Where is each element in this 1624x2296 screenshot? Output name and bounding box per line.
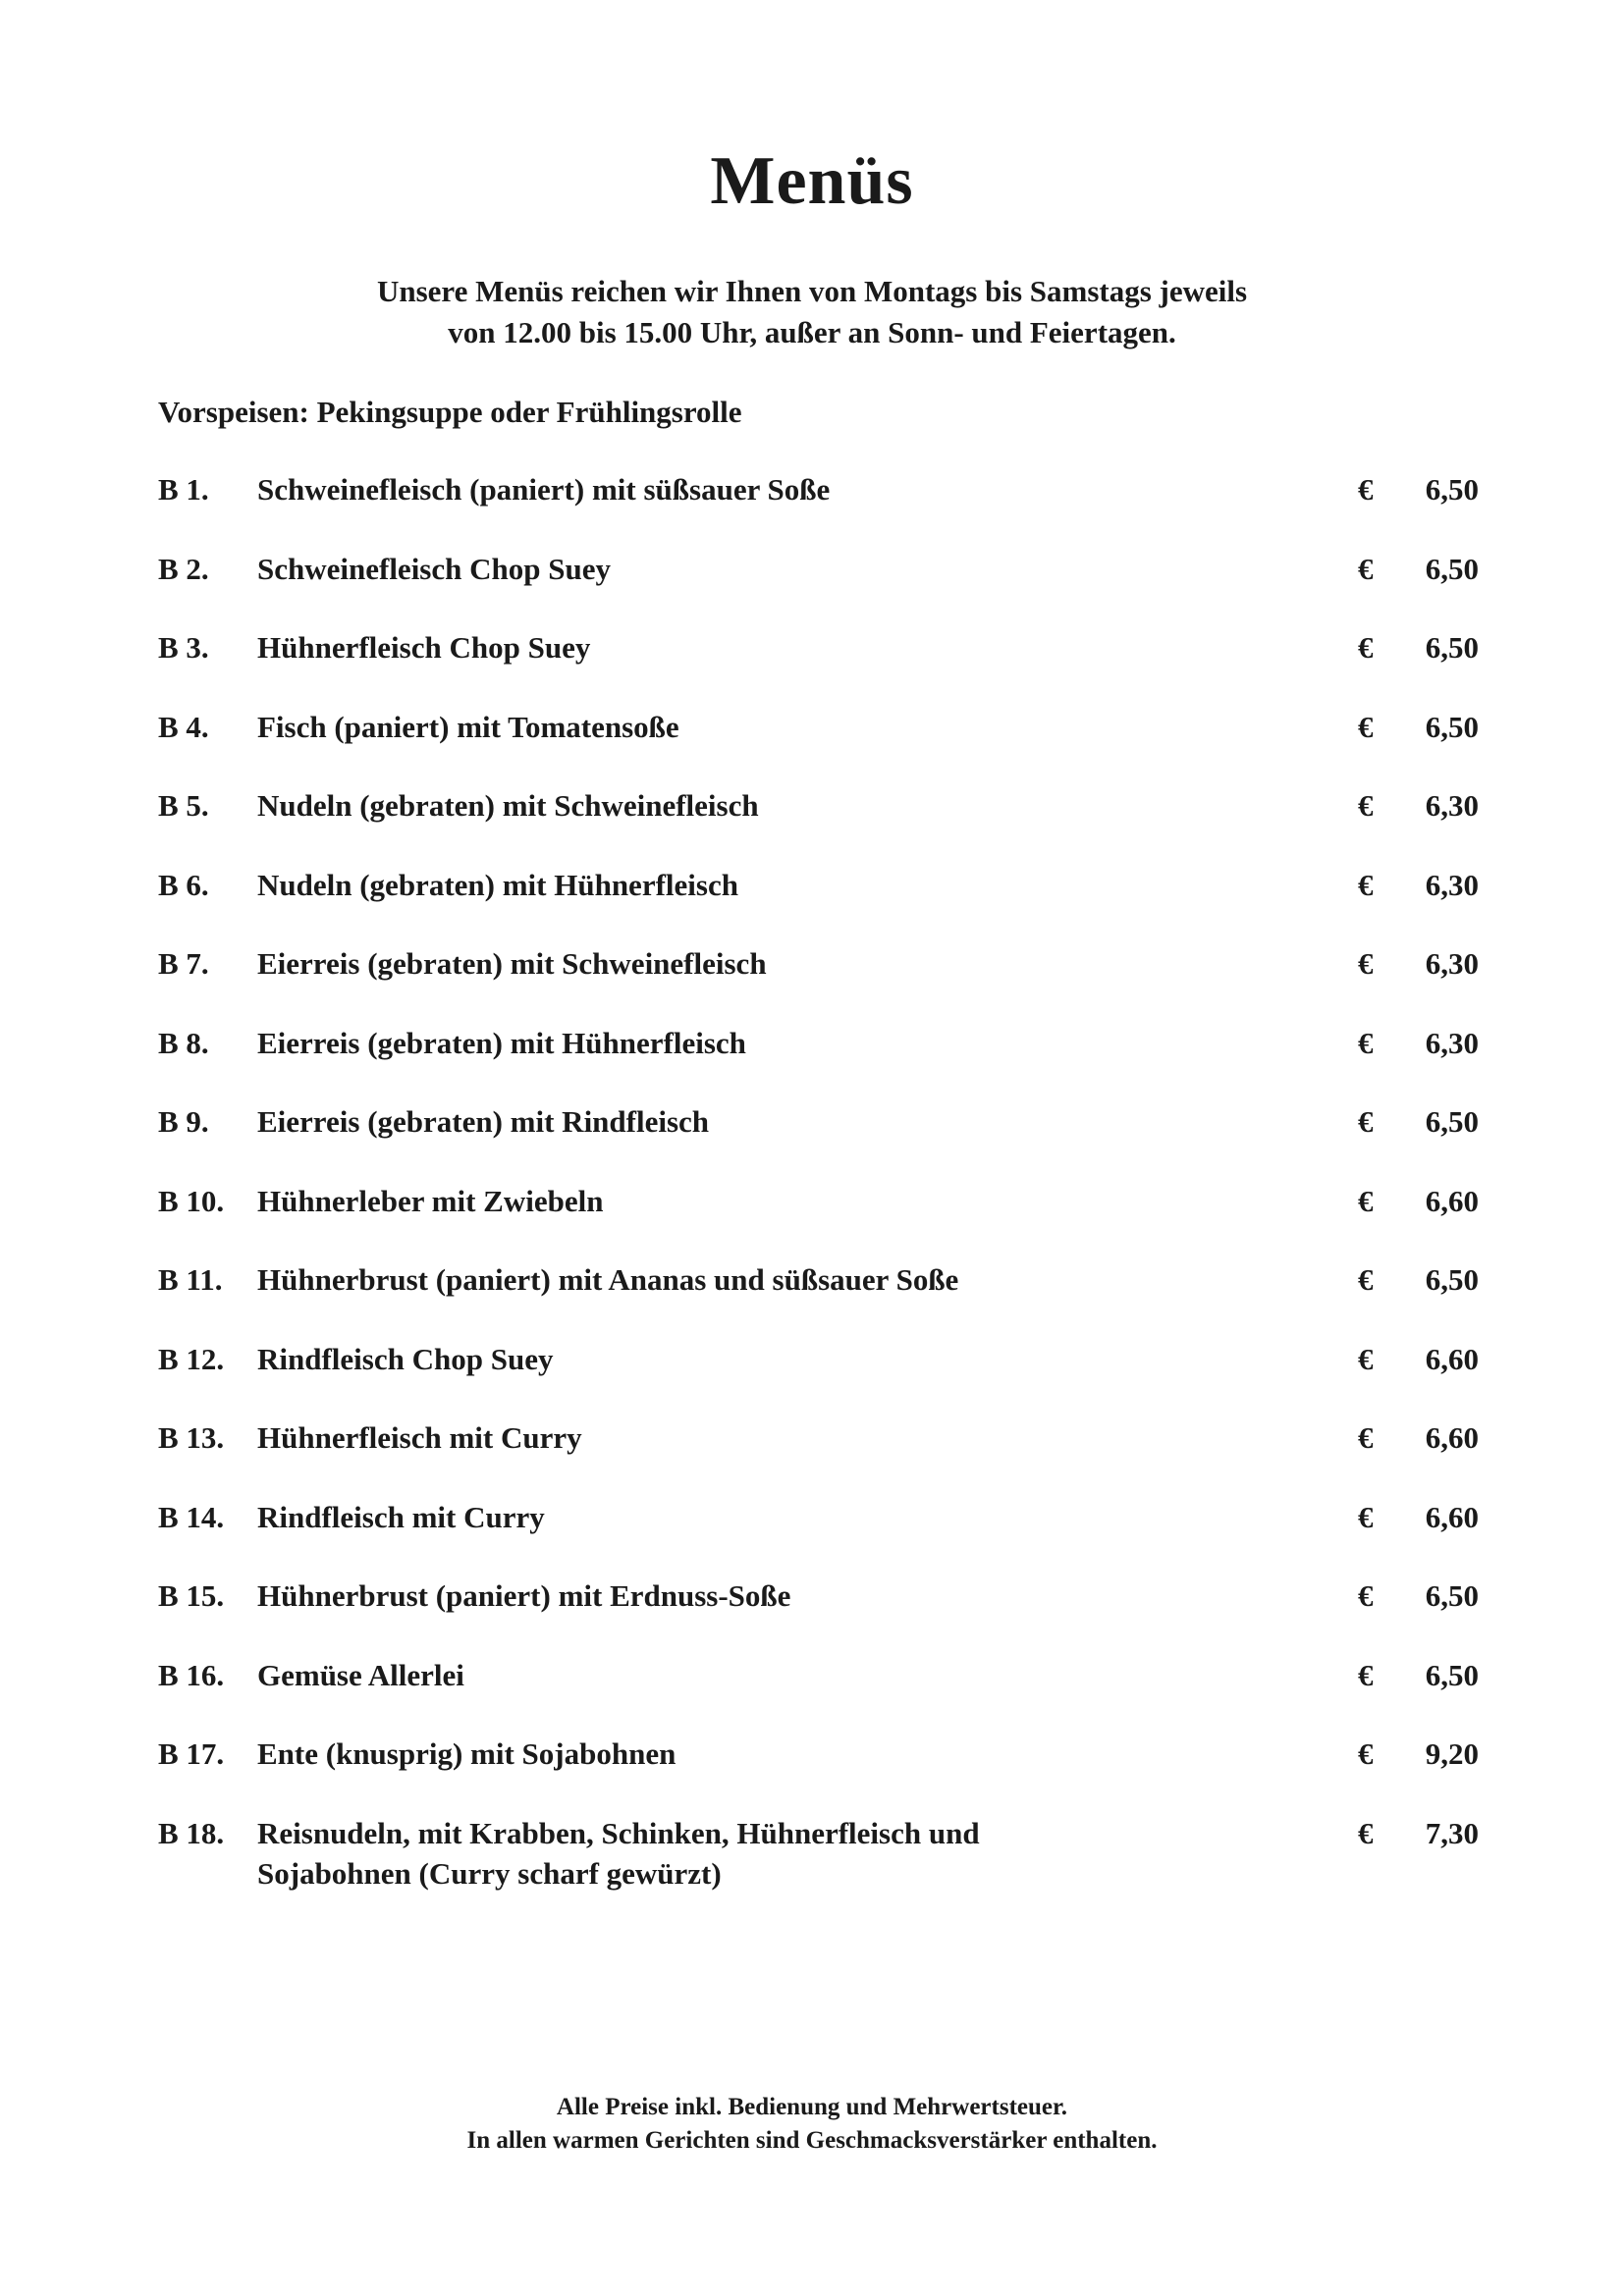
- menu-item: [0, 549, 1624, 628]
- item-code: B 7.: [158, 946, 209, 981]
- item-price: 6,60: [1425, 1341, 1479, 1376]
- euro-symbol: €: [1358, 551, 1374, 586]
- euro-symbol: €: [1358, 709, 1374, 744]
- euro-symbol: €: [1358, 1420, 1374, 1455]
- menu-item: [0, 707, 1624, 786]
- menu-item: [0, 1655, 1624, 1735]
- euro-symbol: €: [1358, 1025, 1374, 1060]
- item-price: 6,50: [1425, 472, 1479, 507]
- item-price: 6,30: [1425, 946, 1479, 981]
- menu-item: [0, 1734, 1624, 1813]
- menu-intro: [0, 271, 1624, 353]
- menu-list: [0, 469, 1624, 1892]
- item-price: 9,20: [1425, 1736, 1479, 1771]
- item-code: B 5.: [158, 788, 209, 823]
- item-name: Eierreis (gebraten) mit Schweinefleisch: [257, 946, 767, 981]
- item-code: B 4.: [158, 709, 209, 744]
- item-code: B 3.: [158, 630, 209, 665]
- euro-symbol: €: [1358, 946, 1374, 981]
- euro-symbol: €: [1358, 1341, 1374, 1376]
- item-code: B 8.: [158, 1025, 209, 1060]
- menu-item: [0, 943, 1624, 1023]
- item-price: 6,50: [1425, 1657, 1479, 1692]
- intro-line-1: Unsere Menüs reichen wir Ihnen von Montags bis Samstags jeweils: [376, 274, 1248, 308]
- item-code: B 10.: [158, 1183, 225, 1218]
- menu-item: [0, 1575, 1624, 1655]
- menu-item: [0, 1101, 1624, 1181]
- euro-symbol: €: [1358, 1183, 1374, 1218]
- menu-item: [0, 1497, 1624, 1576]
- item-name: Rindfleisch Chop Suey: [257, 1341, 554, 1376]
- item-name: Schweinefleisch Chop Suey: [257, 551, 611, 586]
- item-price: 7,30: [1425, 1815, 1479, 1850]
- menu-item: [0, 627, 1624, 707]
- footer-note: [0, 2091, 1624, 2158]
- item-price: 6,30: [1425, 867, 1479, 902]
- item-code: B 16.: [158, 1657, 225, 1692]
- item-code: B 12.: [158, 1341, 225, 1376]
- menu-item: [0, 1023, 1624, 1102]
- item-price: 6,50: [1425, 551, 1479, 586]
- page-title: Menüs: [710, 143, 914, 219]
- item-price: 6,50: [1425, 709, 1479, 744]
- item-code: B 9.: [158, 1104, 209, 1139]
- item-name: Eierreis (gebraten) mit Hühnerfleisch: [257, 1025, 746, 1060]
- item-price: 6,60: [1425, 1183, 1479, 1218]
- item-name: Hühnerfleisch mit Curry: [257, 1420, 582, 1455]
- item-name: Rindfleisch mit Curry: [257, 1499, 545, 1534]
- euro-symbol: €: [1358, 788, 1374, 823]
- item-name: Hühnerbrust (paniert) mit Ananas und süßsauer Soße: [257, 1262, 959, 1297]
- item-name: Schweinefleisch (paniert) mit süßsauer Soße: [257, 472, 831, 507]
- item-name: Eierreis (gebraten) mit Rindfleisch: [257, 1104, 710, 1139]
- item-code: B 14.: [158, 1499, 225, 1534]
- menu-item: [0, 1259, 1624, 1339]
- item-price: 6,30: [1425, 788, 1479, 823]
- euro-symbol: €: [1358, 1657, 1374, 1692]
- item-name: Nudeln (gebraten) mit Schweinefleisch: [257, 788, 759, 823]
- item-code: B 13.: [158, 1420, 225, 1455]
- euro-symbol: €: [1358, 472, 1374, 507]
- item-price: 6,50: [1425, 1262, 1479, 1297]
- euro-symbol: €: [1358, 1104, 1374, 1139]
- item-code: B 11.: [158, 1262, 223, 1297]
- euro-symbol: €: [1358, 1578, 1374, 1613]
- menu-item: [0, 865, 1624, 944]
- item-code: B 1.: [158, 472, 209, 507]
- item-name: Hühnerleber mit Zwiebeln: [257, 1183, 604, 1218]
- item-name: Hühnerbrust (paniert) mit Erdnuss-Soße: [257, 1578, 791, 1613]
- item-name: Ente (knusprig) mit Sojabohnen: [257, 1736, 677, 1771]
- item-name: Hühnerfleisch Chop Suey: [257, 630, 591, 665]
- euro-symbol: €: [1358, 630, 1374, 665]
- menu-item: [0, 785, 1624, 865]
- item-price: 6,60: [1425, 1499, 1479, 1534]
- menu-item: [0, 1813, 1624, 1893]
- euro-symbol: €: [1358, 1262, 1374, 1297]
- menu-item: [0, 1181, 1624, 1260]
- euro-symbol: €: [1358, 1815, 1374, 1850]
- menu-item: [0, 1417, 1624, 1497]
- item-name: Gemüse Allerlei: [257, 1657, 464, 1692]
- euro-symbol: €: [1358, 1736, 1374, 1771]
- footer-line-1: Alle Preise inkl. Bedienung und Mehrwertsteuer.: [556, 2094, 1068, 2120]
- footer-line-2: In allen warmen Gerichten sind Geschmacksverstärker enthalten.: [466, 2127, 1158, 2154]
- item-name: Fisch (paniert) mit Tomatensoße: [257, 709, 679, 744]
- item-price: 6,30: [1425, 1025, 1479, 1060]
- item-code: B 6.: [158, 867, 209, 902]
- starters-note: Vorspeisen: Pekingsuppe oder Frühlingsrolle: [158, 395, 742, 429]
- intro-line-2: von 12.00 bis 15.00 Uhr, außer an Sonn- und Feiertagen.: [448, 315, 1176, 349]
- item-price: 6,60: [1425, 1420, 1479, 1455]
- euro-symbol: €: [1358, 867, 1374, 902]
- menu-item: [0, 1339, 1624, 1418]
- item-code: B 18.: [158, 1815, 225, 1850]
- item-price: 6,50: [1425, 1578, 1479, 1613]
- item-price: 6,50: [1425, 1104, 1479, 1139]
- item-code: B 2.: [158, 551, 209, 586]
- item-code: B 15.: [158, 1578, 225, 1613]
- item-name: Nudeln (gebraten) mit Hühnerfleisch: [257, 867, 738, 902]
- menu-item: [0, 469, 1624, 549]
- item-price: 6,50: [1425, 630, 1479, 665]
- euro-symbol: €: [1358, 1499, 1374, 1534]
- item-code: B 17.: [158, 1736, 225, 1771]
- item-name: Reisnudeln, mit Krabben, Schinken, Hühnerfleisch und Sojabohnen (Curry scharf gewürzt): [257, 1815, 980, 1891]
